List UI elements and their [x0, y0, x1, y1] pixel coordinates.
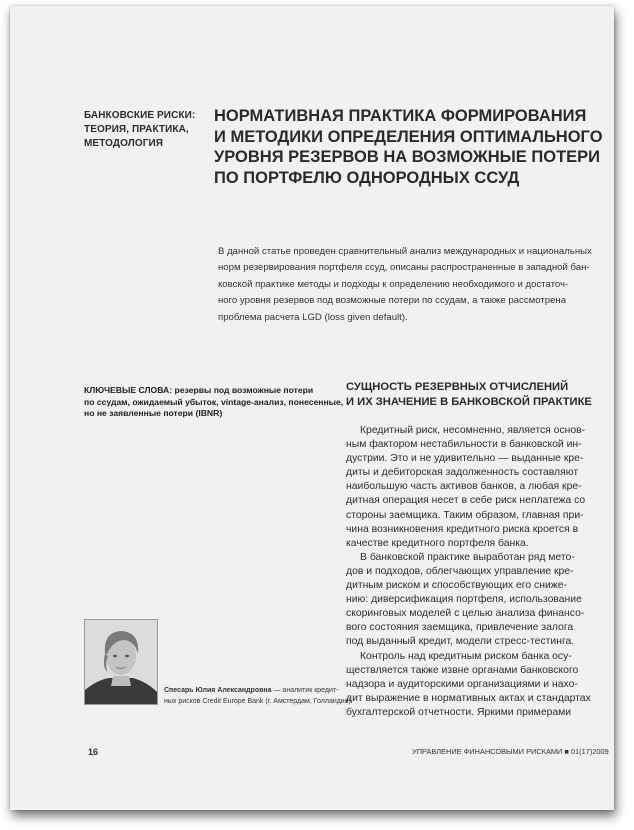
- section-label-line: БАНКОВСКИЕ РИСКИ:: [84, 110, 196, 121]
- body-line: вого состояния заемщика, привлечение залога: [346, 622, 574, 634]
- subheading-line: СУЩНОСТЬ РЕЗЕРВНЫХ ОТЧИСЛЕНИЙ: [346, 381, 569, 393]
- author-portrait-image: [85, 620, 157, 704]
- section-label-line: МЕТОДОЛОГИЯ: [84, 138, 164, 149]
- title-line: НОРМАТИВНАЯ ПРАКТИКА ФОРМИРОВАНИЯ: [214, 107, 587, 125]
- section-label-line: ТЕОРИЯ, ПРАКТИКА,: [84, 124, 189, 135]
- body-line: стороны заемщика. Таким образом, главная при-: [346, 509, 584, 521]
- author-name: Спесарь Юлия Александровна: [164, 687, 272, 694]
- keywords: [84, 385, 344, 420]
- body-line: ществляется также извне органами банковского: [346, 664, 579, 676]
- body-line: дитная операция несет в себе риск неплатежа со: [346, 495, 586, 507]
- journal-footer: УПРАВЛЕНИЕ ФИНАНСОВЫМИ РИСКАМИ ■ 01(17)2009: [412, 747, 609, 756]
- body-line: дустрии. Это и не удивительно — выданные кре-: [346, 453, 584, 465]
- body-line: бухгалтерской отчетности. Яркими примерами: [346, 706, 572, 718]
- body-line: под выданный кредит, модели стресс-тестинга.: [346, 636, 575, 648]
- body-line: дитным риском и способствующих его сниже-: [346, 580, 567, 592]
- body-line: дов и подходов, облегчающих управление кре-: [346, 565, 574, 577]
- abstract-line: ного уровня резервов под возможные потери по ссудам, а также рассмотрена: [218, 295, 567, 307]
- abstract-line: ковской практике методы и подходы к определению необходимого и достаточ-: [218, 278, 569, 290]
- keywords-line: КЛЮЧЕВЫЕ СЛОВА: резервы под возможные потери: [84, 385, 314, 395]
- abstract-line: проблема расчета LGD (loss given default).: [218, 311, 408, 323]
- title-line: И МЕТОДИКИ ОПРЕДЕЛЕНИЯ ОПТИМАЛЬНОГО: [214, 127, 603, 146]
- body-line: В банковской практике выработан ряд мето-: [360, 551, 575, 563]
- page-number: 16: [88, 747, 99, 757]
- author-photo: [84, 619, 158, 705]
- body-line: диты и дебиторская задолженность составляют: [346, 467, 579, 479]
- body-line: дит выражение в нормативных актах и стандартах: [346, 692, 591, 704]
- keywords-line: но не заявленные потери (IBNR): [84, 408, 223, 419]
- body-line: качестве кредитного портфеля банка.: [346, 537, 529, 549]
- body-line: надзора и аудиторскими организациями и нахо-: [346, 678, 578, 690]
- author-caption: [164, 685, 351, 707]
- author-desc: ных рисков Credit Europe Bank (г. Амстердам, Голландия): [164, 698, 351, 705]
- body-line: чина возникновения кредитного риска кроется в: [346, 523, 579, 535]
- body-line: скоринговых моделей с целью анализа финансо-: [346, 608, 585, 620]
- abstract: [218, 244, 598, 326]
- body-line: Кредитный риск, несомненно, является основ-: [360, 425, 586, 436]
- subheading-line: И ИХ ЗНАЧЕНИЕ В БАНКОВСКОЙ ПРАКТИКЕ: [346, 395, 592, 408]
- body-line: наибольшую часть активов банков, а любая кре-: [346, 481, 582, 493]
- magazine-page: [10, 6, 614, 810]
- body-text: [346, 424, 596, 720]
- author-desc: — аналитик кредит-: [271, 687, 339, 694]
- keywords-line: по ссудам, ожидаемый убыток, vintage-анализ, понесенные,: [84, 396, 344, 407]
- title-line: УРОВНЯ РЕЗЕРВОВ НА ВОЗМОЖНЫЕ ПОТЕРИ: [214, 148, 601, 167]
- abstract-line: В данной статье проведен сравнительный анализ международных и национальных: [218, 246, 592, 257]
- section-subheading: [346, 380, 596, 409]
- section-label: [84, 109, 204, 151]
- abstract-line: норм резервирования портфеля ссуд, описаны распространенные в западной бан-: [218, 262, 590, 274]
- body-line: нию: диверсификация портфеля, использование: [346, 594, 582, 606]
- title-line: ПО ПОРТФЕЛЮ ОДНОРОДНЫХ ССУД: [214, 168, 520, 187]
- article-title: [214, 106, 603, 188]
- body-line: ным фактором нестабильности в банковской ин-: [346, 439, 582, 451]
- body-line: Контроль над кредитным риском банка осу-: [360, 650, 572, 662]
